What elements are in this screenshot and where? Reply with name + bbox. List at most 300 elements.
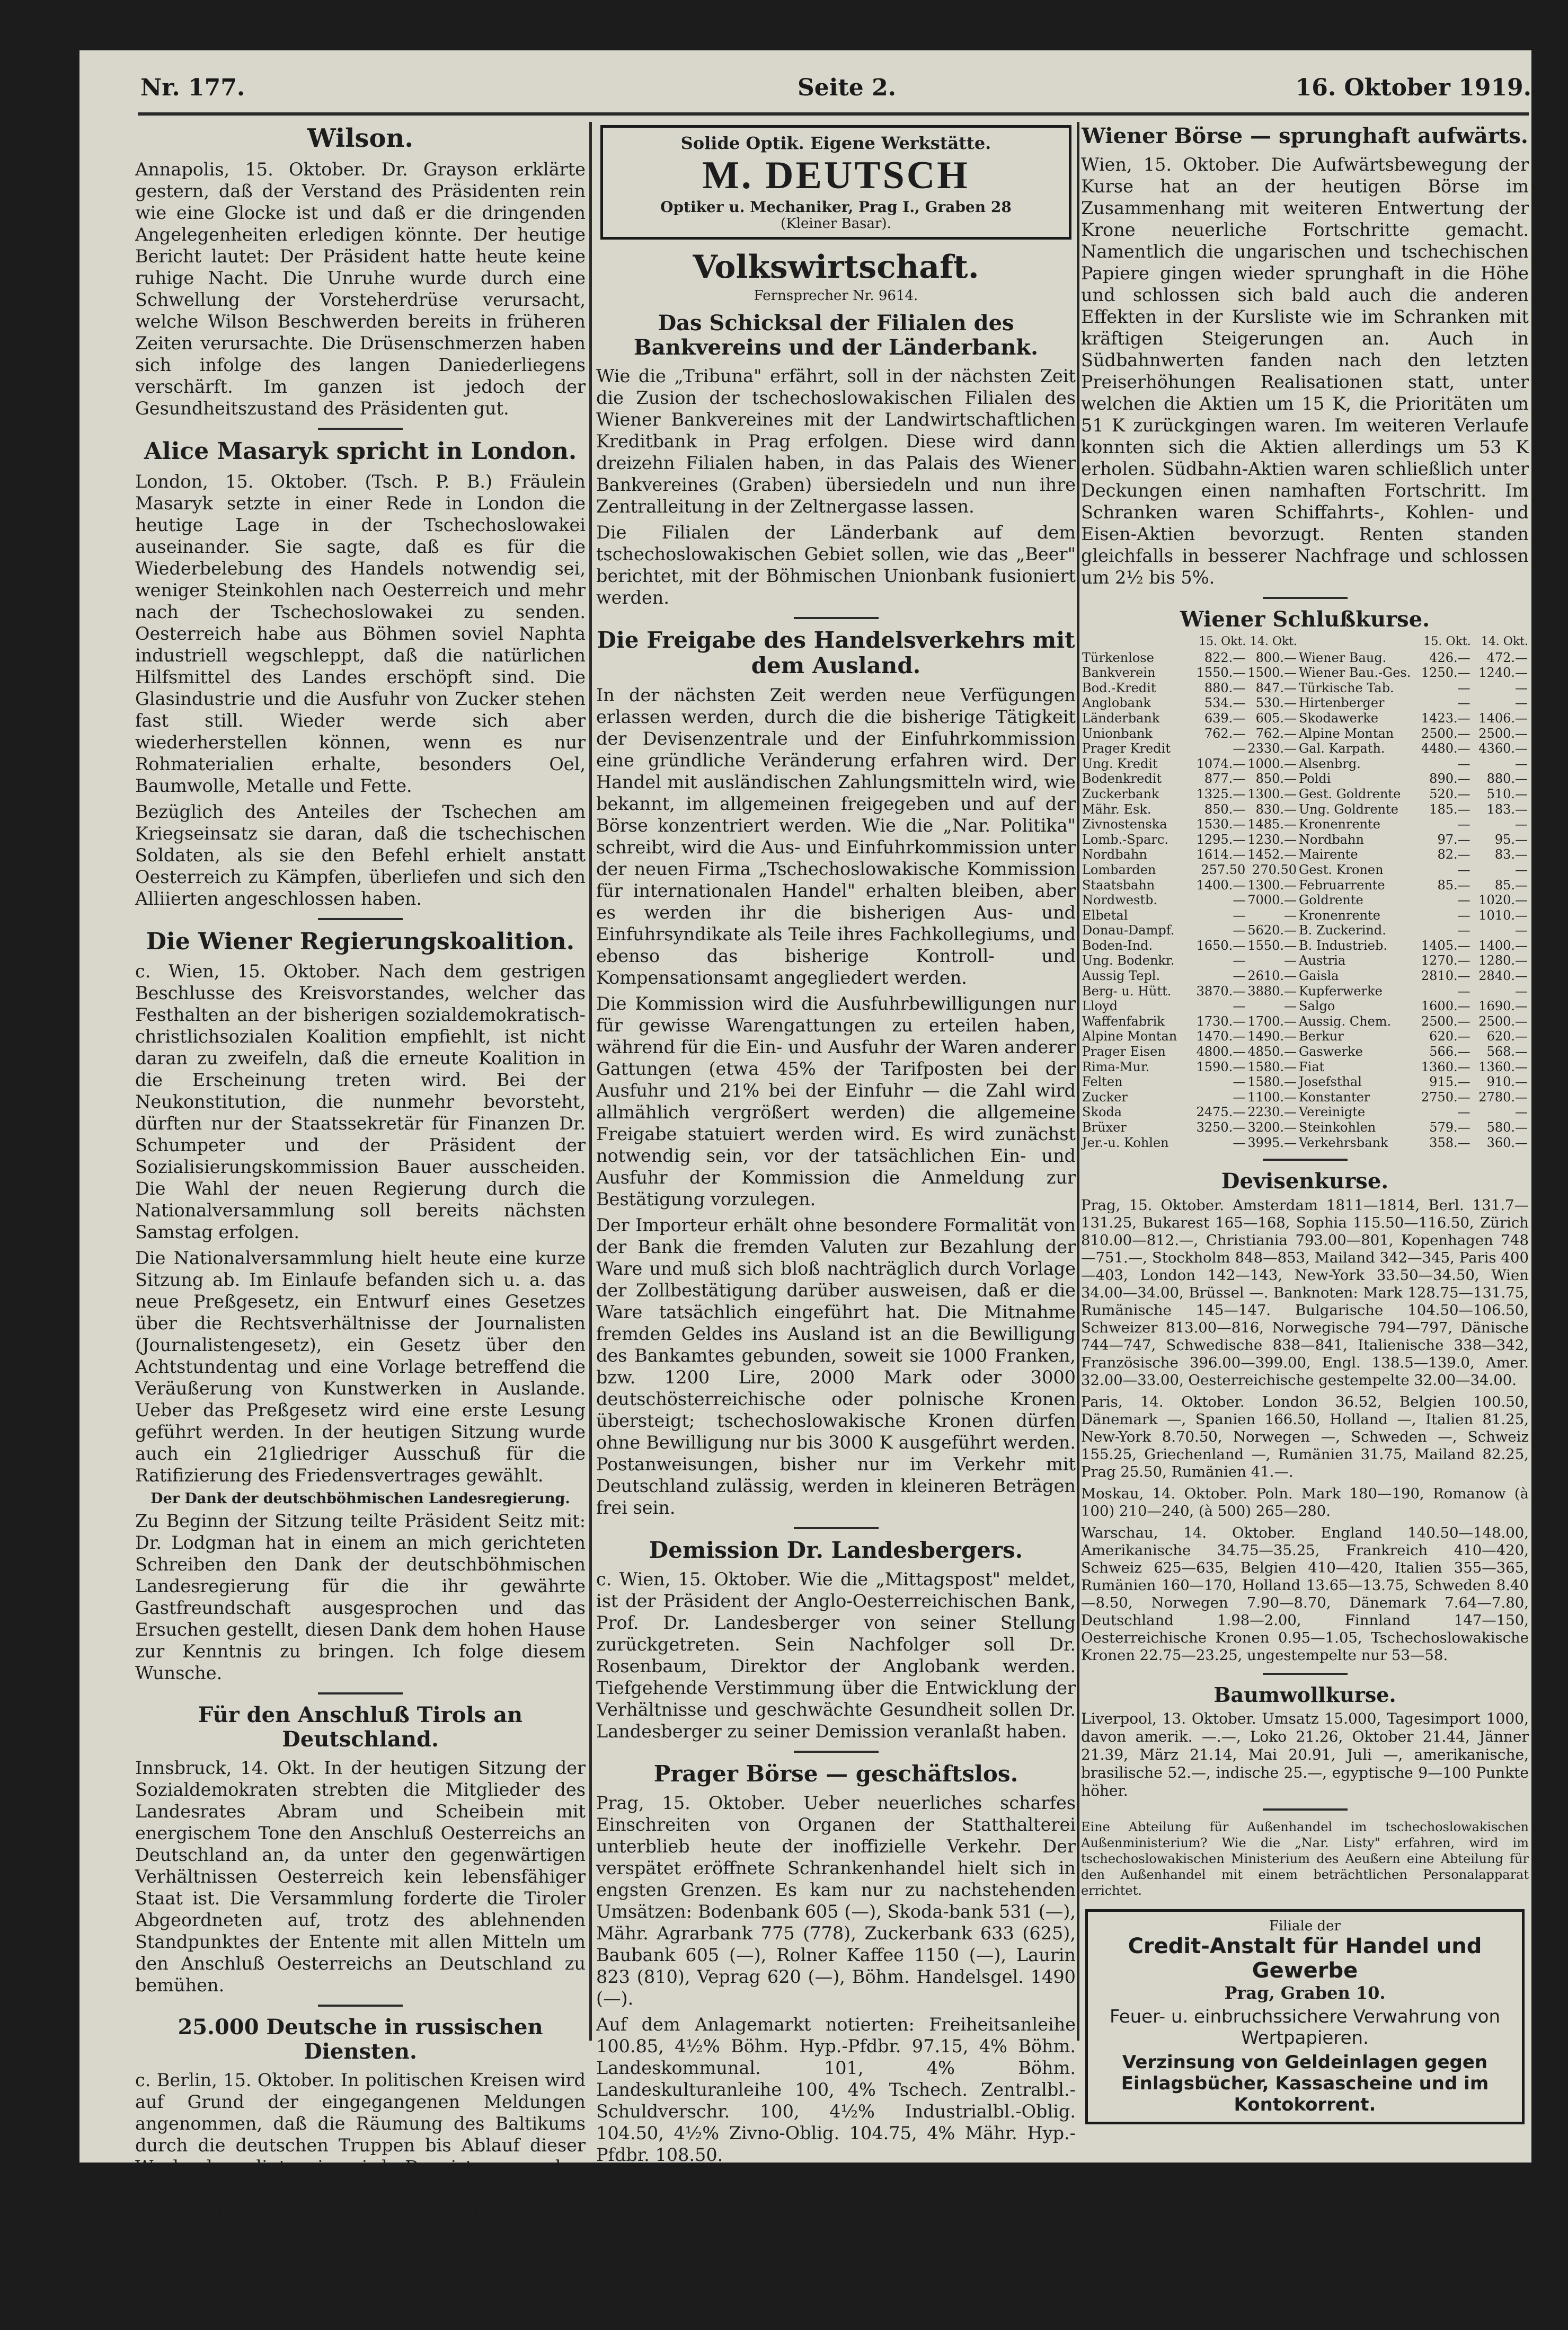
price-value: —	[1457, 983, 1470, 999]
price-value: 1485.—	[1247, 817, 1297, 832]
table-row	[1081, 1120, 1529, 1135]
price-value: —	[1233, 1074, 1246, 1090]
price-value: 1600.—	[1421, 999, 1470, 1014]
price-value: 1360.—	[1478, 1059, 1528, 1074]
price-value: 2330.—	[1247, 741, 1297, 756]
security-name: Goldrente	[1299, 893, 1363, 908]
security-name: Ung. Bodenkr.	[1082, 953, 1175, 968]
price-value: 566.—	[1429, 1044, 1470, 1060]
page-header	[140, 74, 1531, 111]
article-title-koalition: Die Wiener Regierungskoalition.	[146, 928, 575, 955]
price-value: 762.—	[1204, 726, 1246, 741]
price-value: 1406.—	[1478, 710, 1528, 726]
column-middle	[596, 122, 1076, 2166]
table-row	[1081, 953, 1529, 968]
price-value: 1400.—	[1478, 938, 1528, 953]
price-value: —	[1233, 893, 1246, 908]
price-value: —	[1233, 968, 1246, 984]
section-title-devisen: Devisenkurse.	[1221, 1169, 1389, 1194]
security-name: Nordbahn	[1299, 832, 1364, 847]
security-name: Prager Eisen	[1082, 1044, 1166, 1060]
article-title-demission: Demission Dr. Landesbergers.	[649, 1537, 1023, 1563]
security-name: Brüxer	[1082, 1120, 1127, 1135]
price-value: 605.—	[1255, 710, 1297, 726]
price-value: 257.50	[1201, 862, 1246, 877]
price-value: 2475.—	[1196, 1105, 1246, 1120]
price-value: 1700.—	[1247, 1013, 1297, 1029]
security-name: Fiat	[1299, 1059, 1325, 1074]
table-row	[1081, 1105, 1529, 1120]
security-name: Lomb.-Sparc.	[1082, 832, 1168, 847]
column-divider	[589, 122, 592, 2041]
price-value: 1360.—	[1421, 1059, 1470, 1074]
price-value: 2500.—	[1478, 726, 1528, 741]
security-name: Nordbahn	[1082, 847, 1147, 862]
price-value: 1550.—	[1196, 665, 1246, 681]
article-body-freigabe-1: In der nächsten Zeit werden neue Verfügungen erlassen werden, durch die die bisherige Tätigkeit der Devisenzentrale und der Einfuhrkommission eine gründliche Veränderung erfahren wird. Der Handel mit ausländischen Zahlungsmitteln wird, wie bekannt, im allgemeinen freigegeben und auf der Börse konzentriert werden. Wie die „Nar. Politika" schreibt, wird die Aus- und Einfuhrkommission unter der neuen Firma „Tschechoslowakische Kommission für internationalen Handel" erhalten bleiben, aber es werden ihr die bisherigen Aus- und Einfuhrsyndikate als Teile ihres Fachkollegiums, und ebenso das bisherige Kontroll- und Kompensationsamt angegliedert werden.	[596, 684, 1076, 988]
table-row	[1081, 1044, 1529, 1060]
price-value: 1280.—	[1478, 953, 1528, 968]
ad-bank-name: Credit-Anstalt für Handel und Gewerbe	[1128, 1934, 1482, 1983]
price-value: 2780.—	[1478, 1089, 1528, 1105]
price-value: 2810.—	[1421, 968, 1470, 984]
article-title-wiener-boerse: Wiener Börse — sprunghaft aufwärts.	[1082, 123, 1528, 148]
price-value: 890.—	[1429, 771, 1470, 787]
subheading-dank: Der Dank der deutschböhmischen Landesregierung.	[150, 1490, 570, 1507]
table-row	[1081, 1135, 1529, 1151]
security-name: Bankverein	[1082, 665, 1156, 681]
security-name: Josefsthal	[1299, 1074, 1362, 1090]
devisen-paris: Paris, 14. Oktober. London 36.52, Belgien 100.50, Dänemark —, Spanien 166.50, Holland —, Italien 81.25, New-York 8.70.50, Norwegen —, Schweden —, Schweiz 155.25, Griechenland —, Rumänien 31.75, Mailand 82.25, Prag 25.50, Rumänien 41.—.	[1081, 1393, 1529, 1481]
security-name: Aussig. Chem.	[1299, 1013, 1392, 1029]
article-body-masaryk-2: Bezüglich des Anteiles der Tschechen am Kriegseinsatz sie daran, daß die tschechischen Soldaten, als sie den Befehl erhielt anstatt Oesterreich zu Kämpfen, überliefen und sich den Alliierten angeschlossen haben.	[135, 801, 586, 909]
table-row	[1081, 847, 1529, 862]
security-name: Zuckerbank	[1082, 786, 1159, 801]
article-separator	[318, 428, 403, 430]
price-value: 2500.—	[1421, 1013, 1470, 1029]
price-value: 472.—	[1486, 650, 1528, 665]
price-value: 568.—	[1486, 1044, 1528, 1060]
article-body-koalition-3: Zu Beginn der Sitzung teilte Präsident Seitz mit: Dr. Lodgman hat in einem an mich gerichteten Schreiben den Dank der deutschböhmischen Landesregierung für die ihr gewährte Gastfreundschaft ausgesprochen und das Ersuchen gestellt, diesen Dank dem hohen Hause zur Kenntnis zu bringen. Ich folge diesem Wunsche.	[135, 1511, 586, 1684]
price-value: 4800.—	[1196, 1044, 1246, 1060]
ad-line: Prag, Graben 10.	[1224, 1982, 1386, 2003]
price-value: 3200.—	[1247, 1120, 1297, 1135]
article-separator	[1263, 1673, 1348, 1675]
price-value: —	[1233, 1135, 1246, 1150]
price-value: 1730.—	[1196, 1013, 1246, 1029]
price-value: 4360.—	[1478, 741, 1528, 756]
security-name: Staatsbahn	[1082, 877, 1155, 893]
price-value: —	[1515, 923, 1528, 938]
price-value: —	[1515, 756, 1528, 771]
article-body-freigabe-3: Der Importeur erhält ohne besondere Formalität von der Bank die fremden Valuten zur Bezahlung der Ware und muß sich bloß nachträglich durch Vorlage der Zollbestätigung darüber ausweisen, daß er die Ware tatsächlich eingeführt hat. Die Mitnahme fremden Geldes ins Ausland ist an die Bewilligung des Bankamtes gebunden, soweit sie 1000 Franken, bzw. 1200 Lire, 2000 Mark oder 3000 deutschösterreichische oder polnische Kronen übersteigt; tschechoslowakische Kronen dürfen ohne Bewilligung nur bis 3000 K ausgeführt werden. Postanweisungen, bisher nur im Verkehr mit Deutschland zulässig, werden in kleineren Beträgen frei sein.	[596, 1214, 1076, 1518]
table-row	[1081, 999, 1529, 1014]
ad-line: (Kleiner Basar).	[781, 216, 891, 232]
price-value: —	[1457, 695, 1470, 711]
article-title-tirol: Für den Anschluß Tirols an Deutschland.	[198, 1702, 523, 1752]
price-value: 1400.—	[1196, 877, 1246, 893]
security-name: Konstanter	[1299, 1089, 1370, 1105]
security-name: Mairente	[1299, 847, 1358, 862]
ad-name: M. DEUTSCH	[702, 154, 970, 197]
section-subtitle: Fernsprecher Nr. 9614.	[754, 288, 918, 304]
security-name: Türkenlose	[1082, 650, 1154, 665]
table-row	[1081, 832, 1529, 848]
price-value: 2610.—	[1247, 968, 1297, 984]
price-value: 3870.—	[1196, 983, 1246, 999]
security-name: Februarrente	[1299, 877, 1385, 893]
table-row	[1081, 1014, 1529, 1029]
security-name: Zivnostenska	[1082, 817, 1167, 832]
price-value: 1230.—	[1247, 832, 1297, 847]
column-header: 14. Okt.	[1481, 635, 1528, 648]
price-value: 1690.—	[1478, 999, 1528, 1014]
devisen-moskau: Moskau, 14. Oktober. Poln. Mark 180—190, Romanow (à 100) 210—240, (à 500) 265—280.	[1081, 1485, 1529, 1520]
security-name: Gal. Karpath.	[1299, 741, 1385, 756]
price-value: —	[1457, 923, 1470, 938]
article-body-tirol: Innsbruck, 14. Okt. In der heutigen Sitzung der Sozialdemokraten strebten die Mitglieder des Landesrates Abram und Scheibein mit energischem Tone den Anschluß Oesterreichs an Deutschland an, da unter den gegenwärtigen Verhältnissen Oesterreich kein lebensfähiger Staat ist. Die Versammlung forderte die Tiroler Abgeordneten auf, trotz des ablehnenden Standpunktes der Entente mit allen Mitteln um den Anschluß Oesterreichs an Deutschland zu bemühen.	[135, 1758, 586, 1996]
security-name: Rima-Mur.	[1082, 1059, 1150, 1074]
security-name: Prager Kredit	[1082, 741, 1171, 756]
ad-line: Verzinsung von Geldeinlagen gegen Einlagsbücher, Kassascheine und im Kontokorrent.	[1121, 2051, 1489, 2115]
article-separator	[1263, 1159, 1348, 1161]
price-value: 3995.—	[1247, 1135, 1297, 1150]
price-value: 426.—	[1429, 650, 1470, 665]
price-value: 822.—	[1204, 650, 1246, 665]
column-divider	[1077, 122, 1079, 2041]
price-value: 1250.—	[1421, 665, 1470, 681]
devisen-prag: Prag, 15. Oktober. Amsterdam 1811—1814, Berl. 131.7—131.25, Bukarest 165—168, Sophia 115.50—116.50, Zürich 810.00—812.—, Christiania 793.00—801, Kopenhagen 748—751.—, Stockholm 848—853, Mailand 342—345, Paris 400—403, London 142—143, New-York 33.50—34.50, Wien 34.00—34.00, Brüssel —. Banknoten: Mark 128.75—131.75, Rumänische 145—147. Bulgarische 104.50—106.50, Schweizer 813.00—816, Norwegische 794—797, Dänische 744—747, Schwedische 838—841, Italienische 338—342, Französische 396.00—399.00, Engl. 138.5—139.0, Amer. 32.00—33.00, Oesterreichische gestempelte 32.00—34.00.	[1081, 1197, 1529, 1389]
price-value: 2840.—	[1478, 968, 1528, 984]
column-header: 14. Okt.	[1250, 635, 1298, 648]
security-name: Berkur	[1299, 1029, 1344, 1044]
article-title-masaryk: Alice Masaryk spricht in London.	[144, 438, 577, 465]
price-value: —	[1233, 953, 1246, 968]
price-value: —	[1284, 953, 1297, 968]
column-left	[135, 122, 586, 2330]
table-row	[1081, 1074, 1529, 1090]
price-value: 877.—	[1204, 771, 1246, 787]
security-name: Alpine Montan	[1299, 726, 1394, 741]
price-value: 1000.—	[1247, 756, 1297, 771]
security-name: Kronenrente	[1299, 817, 1380, 832]
security-name: Skoda	[1082, 1105, 1122, 1120]
article-body-koalition-1: c. Wien, 15. Oktober. Nach dem gestrigen Beschlusse des Kreisvorstandes, welcher das Festhalten an der bisherigen sozialdemokratisch-christlichsozialen Koalition empfiehlt, ist nicht daran zu zweifeln, daß die erneute Koalition in die Erscheinung treten wird. Bei der Neukonstitution, die nunmehr bevorsteht, dürften nur der Staatssekretär für Finanzen Dr. Schumpeter und der Präsident der Sozialisierungskommission Bauer ausscheiden. Die Wahl der neuen Regierung durch die Nationalversammlung soll bereits nächsten Samstag erfolgen.	[135, 961, 586, 1243]
price-value: 1500.—	[1247, 665, 1297, 681]
price-value: —	[1457, 680, 1470, 695]
price-value: 1590.—	[1196, 1059, 1246, 1074]
security-name: Lombarden	[1082, 862, 1156, 877]
security-name: Ung. Goldrente	[1299, 801, 1398, 817]
security-name: Vereinigte	[1299, 1105, 1366, 1120]
table-row	[1081, 1060, 1529, 1075]
article-body-bankverein-1: Wie die „Tribuna" erfährt, soll in der nächsten Zeit die Zusion der tschechoslowakischen Filialen des Wiener Bankvereines mit der Landwirtschaftlichen Kreditbank in Prag erfolgen. Diese wird dann dreizehn Filialen haben, in das Palais des Wiener Bankvereines (Graben) übersiedeln und nun ihre Zentralleitung in der Zeltnergasse lassen.	[596, 366, 1076, 517]
table-row	[1081, 878, 1529, 893]
article-body-masaryk-1: London, 15. Oktober. (Tsch. P. B.) Fräulein Masaryk setzte in einer Rede in London die heutige Lage in der Tschechoslowakei auseinander. Sie sagte, daß es für die Wiederbelebung des Handels notwendig sei, weniger Steinkohlen nach Oesterreich und mehr nach der Tschechoslowakei zu senden. Oesterreich habe aus Böhmen soviel Naphta industriell wegschleppt, daß die natürlichen Hilfsmittel des Landes erschöpft sind. Die Glasindustrie und die Ausfuhr von Zucker stehen fast still. Wieder werde sich aber wiederherstellen können, wenn es nur Rohmaterialien erhalte, besonders Oel, Baumwolle, Metalle und Fette.	[135, 471, 586, 796]
price-value: 3250.—	[1196, 1120, 1246, 1135]
article-body-wilson: Annapolis, 15. Oktober. Dr. Grayson erklärte gestern, daß der Verstand des Präsidenten rein wie eine Glocke ist und daß er die dringenden Angelegenheiten erledigen könnte. Der heutige Bericht lautet: Der Präsident hatte heute keine ruhige Nacht. Die Unruhe wurde durch eine Schwellung der Vorsteherdrüse verursacht, welche Wilson Beschwerden bereits in früheren Zeiten verursachte. Die Drüsenschmerzen haben sich infolge des langen Daniederliegens verschärft. Im ganzen ist jedoch der Gesundheitszustand des Präsidenten gut.	[135, 159, 586, 419]
price-value: 185.—	[1429, 801, 1470, 817]
price-value: —	[1457, 756, 1470, 771]
price-value: 847.—	[1255, 680, 1297, 695]
price-value: —	[1515, 1105, 1528, 1120]
security-name: Nordwestb.	[1082, 893, 1157, 908]
ad-line: Feuer- u. einbruchssichere Verwahrung von Wertpapieren.	[1109, 2006, 1501, 2049]
article-separator	[794, 617, 879, 619]
price-value: 880.—	[1204, 680, 1246, 695]
article-separator	[794, 1527, 879, 1529]
table-row	[1081, 756, 1529, 772]
page-number: Nr. 177.	[140, 74, 245, 101]
price-value: 1100.—	[1247, 1089, 1297, 1105]
price-value: 2500.—	[1421, 726, 1470, 741]
table-row	[1081, 787, 1529, 802]
security-name: Boden-Ind.	[1082, 938, 1153, 953]
price-value: 1530.—	[1196, 817, 1246, 832]
security-name: Wiener Baug.	[1299, 650, 1387, 665]
column-header: 15. Okt.	[1423, 635, 1471, 648]
price-value: 910.—	[1486, 1074, 1528, 1090]
price-value: 83.—	[1494, 847, 1528, 862]
table-row	[1081, 817, 1529, 832]
table-header-row	[1081, 634, 1529, 650]
price-value: 1325.—	[1196, 786, 1246, 801]
security-name: Türkische Tab.	[1299, 680, 1394, 695]
price-value: 3880.—	[1247, 983, 1297, 999]
price-value: 1295.—	[1196, 832, 1246, 847]
price-value: 1270.—	[1421, 953, 1470, 968]
price-value: 1650.—	[1196, 938, 1246, 953]
security-name: Poldi	[1299, 771, 1331, 787]
security-name: Alsenbrg.	[1299, 756, 1361, 771]
article-body-freigabe-2: Die Kommission wird die Ausfuhrbewilligungen nur für gewisse Warengattungen zu erteilen haben, während für die Ein- und Ausfuhr der Waren anderer Gattungen (etwa 45% der Tarifposten bei der Ausfuhr und 21% bei der Einfuhr — die Zahl wird allmählich vergrößert werden) die allgemeine Freigabe statuiert werden wird. Es wird zunächst notwendig sein, vor der tatsächlichen Ein- und Ausfuhr der Kommission die Anmeldung zur Bestätigung vorzulegen.	[596, 993, 1076, 1210]
price-value: 1010.—	[1478, 907, 1528, 923]
table-row	[1081, 771, 1529, 787]
article-separator	[1263, 1808, 1348, 1811]
security-name: Zucker	[1082, 1089, 1128, 1105]
security-name: Gest. Kronen	[1299, 862, 1384, 877]
price-value: 1240.—	[1478, 665, 1528, 681]
table-title-schlusskurse: Wiener Schlußkurse.	[1180, 607, 1430, 632]
price-value: 1580.—	[1247, 1074, 1297, 1090]
devisen-warschau: Warschau, 14. Oktober. England 140.50—148.00, Amerikanische 34.75—35.25, Frankreich 410—420, Schweiz 625—635, Belgien 410—420, Italien 355—365, Rumänien 160—170, Holland 13.65—13.75, Schweden 8.40—8.50, Norwegen 7.90—8.70, Dänemark 7.64—7.80, Deutschland 1.98—2.00, Finnland 147—150, Oesterreichische Kronen 0.95—1.05, Tschechoslowakische Kronen 22.75—23.25, ungestempelte nur 53—58.	[1081, 1524, 1529, 1664]
ad-line: Solide Optik. Eigene Werkstätte.	[680, 133, 991, 153]
price-value: 82.—	[1437, 847, 1470, 862]
ad-line: Filiale der	[1269, 1918, 1341, 1934]
price-value: 520.—	[1429, 786, 1470, 801]
price-value: —	[1515, 983, 1528, 999]
section-title-baumwolle: Baumwollkurse.	[1213, 1683, 1396, 1707]
price-value: —	[1515, 680, 1528, 695]
issue-date: 16. Oktober 1919.	[1295, 74, 1531, 101]
security-name: B. Industrieb.	[1299, 938, 1387, 953]
article-body-prager-boerse-2: Auf dem Anlagemarkt notierten: Freiheitsanleihe 100.85, 4½% Böhm. Hyp.-Pfdbr. 97.15, 4% Böhm. Landeskommunal. 101, 4% Böhm. Landeskulturanleihe 100, 4% Tschech. Zentralbl.-Schuldverschr. 100, 4½% Industrialbl.-Oblig. 104.50, 4½% Zivno-Oblig. 104.75, 4% Mähr. Hyp.-Pfdbr. 108.50.	[596, 2014, 1076, 2166]
security-name: Wiener Bau.-Ges.	[1299, 665, 1411, 681]
article-body-demission: c. Wien, 15. Oktober. Wie die „Mittagspost" meldet, ist der Präsident der Anglo-Oesterreichischen Bank, Prof. Dr. Landesberger von seiner Stellung zurückgetreten. Sein Nachfolger soll Dr. Rosenbaum, Direktor der Anglobank werden. Tiefgehende Verstimmung über die Entwicklung der Verhältnisse und geschwächte Gesundheit sollen Dr. Landesberger zu seiner Demission veranlaßt haben.	[596, 1568, 1076, 1742]
price-value: —	[1457, 862, 1470, 877]
price-value: 7000.—	[1247, 893, 1297, 908]
security-name: Skodawerke	[1299, 710, 1379, 726]
price-value: 880.—	[1486, 771, 1528, 787]
security-name: Hirtenberger	[1299, 695, 1385, 711]
security-name: Gaisla	[1299, 968, 1339, 984]
table-row	[1081, 908, 1529, 923]
page-label: Seite 2.	[798, 74, 897, 101]
table-row	[1081, 984, 1529, 999]
price-value: 579.—	[1429, 1120, 1470, 1135]
advertisement-credit-anstalt	[1085, 1909, 1525, 2124]
price-value: 830.—	[1255, 801, 1297, 817]
price-value: 85.—	[1437, 877, 1470, 893]
article-title-bankverein: Das Schicksal der Filialen des Bankvereins und der Länderbank.	[633, 311, 1039, 360]
table-row	[1081, 1029, 1529, 1044]
price-value: —	[1457, 893, 1470, 908]
notice-aussenhandel: Eine Abteilung für Außenhandel im tschechoslowakischen Außenministerium? Wie die „Nar. Listy" erfahren, wird im tschechoslowakischen Ministerium des Aeußern eine Abteilung für den Außenhandel mit einem beträchtlichen Personalapparat errichtet.	[1081, 1819, 1529, 1898]
security-name: Kupferwerke	[1299, 983, 1383, 999]
table-row	[1081, 923, 1529, 938]
price-value: 510.—	[1486, 786, 1528, 801]
security-name: Elbetal	[1082, 907, 1128, 923]
ad-line: Optiker u. Mechaniker, Prag I., Graben 28	[660, 198, 1012, 216]
header-rule	[138, 112, 1529, 116]
price-value: 1423.—	[1421, 710, 1470, 726]
price-value: 1405.—	[1421, 938, 1470, 953]
article-body-wiener-boerse: Wien, 15. Oktober. Die Aufwärtsbewegung der Kurse hat an der heutigen Börse im Zusammenhang mit weiteren Entwertung der Krone neuerliche Fortschritte gemacht. Namentlich die ungarischen und tschechischen Papiere gingen wieder sprunghaft in die Höhe und schlossen sich bald auch die anderen Effekten in der Kursliste wie im Schranken mit kräftigen Steigerungen an. Auch in Südbahnwerten fanden nach den letzten Preiserhöhungen Realisationen statt, unter welchen die Aktien um 15 K, die Prioritäten um 51 K zurückgingen waren. Im weiteren Verlaufe konnten sich die Aktien allerdings um 53 K erholen. Südbahn-Aktien waren schließlich unter Deckungen einen namhaften Fortschritt. Im Schranken waren Schiffahrts-, Kohlen- und Eisen-Aktien bevorzugt. Renten standen gleichfalls in besserer Nachfrage und schlossen um 2½ bis 5%.	[1081, 154, 1529, 588]
article-title-baltikum: 25.000 Deutsche in russischen Diensten.	[178, 2015, 543, 2064]
price-value: 639.—	[1204, 710, 1246, 726]
price-value: 534.—	[1204, 695, 1246, 711]
price-value: 1614.—	[1196, 847, 1246, 862]
price-value: 4480.—	[1421, 741, 1470, 756]
security-name: Ung. Kredit	[1082, 756, 1158, 771]
table-row	[1081, 711, 1529, 726]
price-value: —	[1284, 999, 1297, 1014]
price-value: 1580.—	[1247, 1059, 1297, 1074]
price-value: —	[1233, 999, 1246, 1014]
table-row	[1081, 650, 1529, 666]
article-separator	[1263, 597, 1348, 599]
security-name: Kronenrente	[1299, 907, 1380, 923]
article-body-baltikum: c. Berlin, 15. Oktober. In politischen Kreisen wird auf Grund der eingegangenen Meldungen angenommen, daß die Räumung des Baltikums durch die deutschen Truppen bis Ablauf dieser Woche beendigt sein wird. Das ist umso eher anzunehmen, als die Zahl der Truppen, die dem Befehle der Regierung Folge leisteten, nur ein Drittel des Gesamtbestandes der baltischen Armee ausmachen. Zwei Drittel, etwa 25.000 Mann, sind in russische Dienste übergetreten und haben sich damit dem Einfluß der Reichsregierung entzogen.	[135, 2070, 586, 2330]
table-row	[1081, 681, 1529, 696]
price-value: 85.—	[1494, 877, 1528, 893]
table-row	[1081, 741, 1529, 756]
security-name: Jer.-u. Kohlen	[1082, 1135, 1169, 1150]
security-name: Aussig Tepl.	[1082, 968, 1161, 984]
price-value: 620.—	[1429, 1029, 1470, 1044]
price-value: 762.—	[1255, 726, 1297, 741]
price-value: 270.50	[1252, 862, 1297, 877]
table-row	[1081, 665, 1529, 681]
table-row	[1081, 1090, 1529, 1105]
price-value: 620.—	[1486, 1029, 1528, 1044]
price-value: 1490.—	[1247, 1029, 1297, 1044]
security-name: Gaswerke	[1299, 1044, 1363, 1060]
article-title-prager-boerse: Prager Börse — geschäftslos.	[653, 1760, 1018, 1787]
security-name: Mähr. Esk.	[1082, 801, 1151, 817]
price-value: 97.—	[1437, 832, 1470, 847]
security-name: B. Zuckerind.	[1299, 923, 1386, 938]
article-separator	[794, 1751, 879, 1753]
table-row	[1081, 726, 1529, 742]
price-value: 800.—	[1255, 650, 1297, 665]
article-separator	[318, 2005, 403, 2007]
price-value: 2500.—	[1478, 1013, 1528, 1029]
price-value: 1300.—	[1247, 786, 1297, 801]
security-name: Bodenkredit	[1082, 771, 1162, 787]
price-value: —	[1457, 1105, 1470, 1120]
security-name: Donau-Dampf.	[1082, 923, 1175, 938]
table-row	[1081, 862, 1529, 878]
security-name: Länderbank	[1082, 710, 1160, 726]
price-value: —	[1515, 862, 1528, 877]
table-row	[1081, 938, 1529, 954]
article-body-prager-boerse-1: Prag, 15. Oktober. Ueber neuerliches scharfes Einschreiten von Organen der Statthalterei unterblieb heute der inoffizielle Verkehr. Der verspätet eröffnete Schrankenhandel hielt sich in engsten Grenzen. Es kam nur zu nachstehenden Umsätzen: Bodenbank 605 (—), Skoda-bank 531 (—), Mähr. Agrarbank 775 (778), Zuckerbank 633 (625), Baubank 605 (—), Rolner Kaffee 1150 (—), Laurin 823 (810), Veprag 620 (—), Böhm. Handelsgel. 1490 (—).	[596, 1793, 1076, 2009]
price-value: 915.—	[1429, 1074, 1470, 1090]
baumwolle-body: Liverpool, 13. Oktober. Umsatz 15.000, Tagesimport 1000, davon amerik. —.—, Loko 21.26, Oktober 21.44, Jänner 21.39, März 21.14, Mai 20.91, Juli —, amerikanische, brasilische 52.—, indische 25.—, egyptische 9—100 Punkte höher.	[1081, 1709, 1529, 1799]
security-name: Anglobank	[1082, 695, 1151, 711]
price-value: 5620.—	[1247, 923, 1297, 938]
price-value: 358.—	[1429, 1135, 1470, 1150]
price-value: 2230.—	[1247, 1105, 1297, 1120]
price-value: 1074.—	[1196, 756, 1246, 771]
price-value: —	[1233, 907, 1246, 923]
article-separator	[318, 1692, 403, 1694]
security-name: Bod.-Kredit	[1082, 680, 1156, 695]
price-value: —	[1515, 695, 1528, 711]
price-value: 530.—	[1255, 695, 1297, 711]
section-title: Volkswirtschaft.	[693, 249, 979, 286]
article-title-wilson: Wilson.	[307, 123, 414, 153]
security-name: Waffenfabrik	[1082, 1013, 1165, 1029]
column-right	[1081, 122, 1529, 2115]
security-name: Gest. Goldrente	[1299, 786, 1401, 801]
price-value: 1550.—	[1247, 938, 1297, 953]
article-title-freigabe: Die Freigabe des Handelsverkehrs mit dem Ausland.	[597, 627, 1075, 679]
table-row	[1081, 893, 1529, 908]
table-row	[1081, 695, 1529, 711]
security-name: Alpine Montan	[1082, 1029, 1177, 1044]
price-value: —	[1284, 907, 1297, 923]
price-value: 1300.—	[1247, 877, 1297, 893]
price-value: 4850.—	[1247, 1044, 1297, 1060]
price-value: 2750.—	[1421, 1089, 1470, 1105]
security-name: Lloyd	[1082, 999, 1118, 1014]
table-row	[1081, 802, 1529, 817]
price-value: —	[1457, 907, 1470, 923]
security-name: Austria	[1299, 953, 1346, 968]
security-name: Unionbank	[1082, 726, 1153, 741]
article-separator	[318, 918, 403, 920]
table-row	[1081, 968, 1529, 984]
price-value: —	[1233, 923, 1246, 938]
price-value: 183.—	[1486, 801, 1528, 817]
schlusskurse-table	[1081, 634, 1529, 1150]
price-value: 1020.—	[1478, 893, 1528, 908]
price-value: 850.—	[1255, 771, 1297, 787]
price-value: 1452.—	[1247, 847, 1297, 862]
schlusskurse-rows	[1081, 650, 1529, 1151]
price-value: 1470.—	[1196, 1029, 1246, 1044]
price-value: 360.—	[1486, 1135, 1528, 1150]
price-value: 850.—	[1204, 801, 1246, 817]
security-name: Felten	[1082, 1074, 1123, 1090]
article-body-koalition-2: Die Nationalversammlung hielt heute eine kurze Sitzung ab. Im Einlaufe befanden sich u. a. das neue Preßgesetz, ein Entwurf eines Gesetzes über die Rechtsverhältnisse der Journalisten (Journalistengesetz), ein Gesetz über den Achtstundentag und eine Vorlage betreffend die Veräußerung von Kunstwerken in Auslande. Ueber das Preßgesetz wird eine erste Lesung geführt werden. In der heutigen Sitzung wurde auch ein 21gliedriger Ausschuß für die Ratifizierung des Friedensvertrages gewählt.	[135, 1248, 586, 1486]
security-name: Steinkohlen	[1299, 1120, 1376, 1135]
price-value: 580.—	[1486, 1120, 1528, 1135]
price-value: —	[1233, 741, 1246, 756]
article-body-bankverein-2: Die Filialen der Länderbank auf dem tschechoslowakischen Gebiet sollen, wie das „Beer" berichtet, mit der Böhmischen Unionbank fusioniert werden.	[596, 522, 1076, 608]
